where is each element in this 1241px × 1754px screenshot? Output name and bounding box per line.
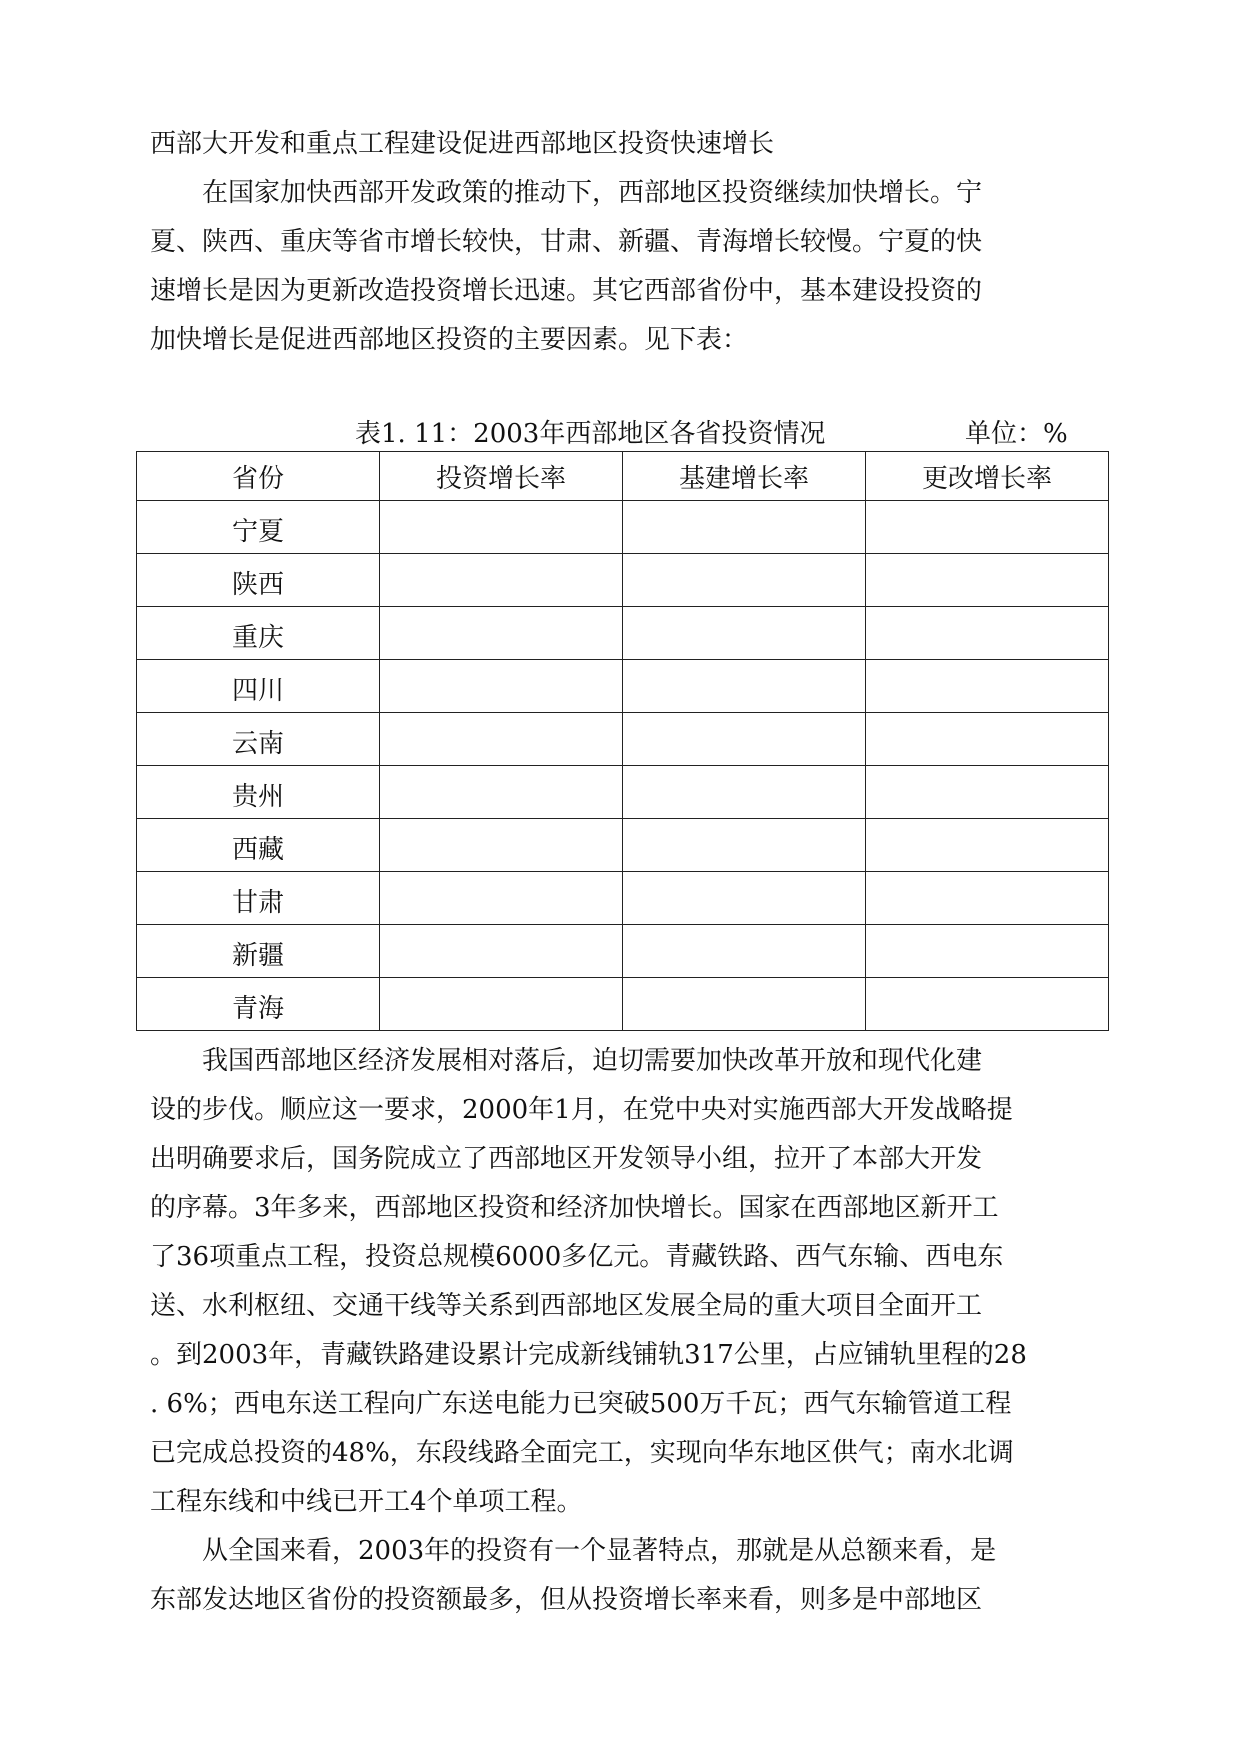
- renovation-growth-cell: [866, 819, 1109, 872]
- province-cell: 重庆: [137, 607, 380, 660]
- paragraph-1-line: 速增长是因为更新改造投资增长迅速。其它西部省份中，基本建设投资的: [150, 276, 983, 306]
- paragraph-2-line: 的序幕。3年多来，西部地区投资和经济加快增长。国家在西部地区新开工: [150, 1193, 999, 1223]
- province-cell: 西藏: [137, 819, 380, 872]
- column-header-renovation-growth: 更改增长率: [866, 452, 1109, 501]
- column-header-capital-construction-growth: 基建增长率: [623, 452, 866, 501]
- paragraph-2-line: 工程东线和中线已开工4个单项工程。: [150, 1487, 583, 1517]
- table-row: [137, 660, 1109, 713]
- investment-growth-cell: [380, 607, 623, 660]
- paragraph-2-line: 。到2003年，青藏铁路建设累计完成新线铺轨317公里，占应铺轨里程的28: [150, 1340, 1027, 1370]
- investment-growth-cell: [380, 501, 623, 554]
- capital-construction-growth-cell: [623, 819, 866, 872]
- table-row: [137, 819, 1109, 872]
- paragraph-2-line: 设的步伐。顺应这一要求，2000年1月，在党中央对实施西部大开发战略提: [150, 1095, 1013, 1125]
- table-row: [137, 766, 1109, 819]
- capital-construction-growth-cell: [623, 554, 866, 607]
- paragraph-2-line: 出明确要求后，国务院成立了西部地区开发领导小组，拉开了本部大开发: [150, 1144, 983, 1174]
- renovation-growth-cell: [866, 501, 1109, 554]
- investment-growth-cell: [380, 925, 623, 978]
- paragraph-3-line: 从全国来看，2003年的投资有一个显著特点，那就是从总额来看，是: [150, 1536, 997, 1566]
- paragraph-1-line: 加快增长是促进西部地区投资的主要因素。见下表：: [150, 325, 749, 355]
- table-row: [137, 501, 1109, 554]
- paragraph-2-line: 了36项重点工程，投资总规模6000多亿元。青藏铁路、西气东输、西电东: [150, 1242, 1004, 1272]
- paragraph-1-line: 夏、陕西、重庆等省市增长较快，甘肃、新疆、青海增长较慢。宁夏的快: [150, 227, 983, 257]
- table-row: [137, 713, 1109, 766]
- paragraph-2-line: . 6%；西电东送工程向广东送电能力已突破500万千瓦；西气东输管道工程: [150, 1389, 1012, 1419]
- capital-construction-growth-cell: [623, 607, 866, 660]
- renovation-growth-cell: [866, 978, 1109, 1031]
- paragraph-1-line: 在国家加快西部开发政策的推动下，西部地区投资继续加快增长。宁: [150, 178, 983, 208]
- table-caption: 表1. 11：2003年西部地区各省投资情况: [355, 419, 826, 449]
- province-cell: 宁夏: [137, 501, 380, 554]
- column-header-investment-growth: 投资增长率: [380, 452, 623, 501]
- paragraph-2-line: 送、水利枢纽、交通干线等关系到西部地区发展全局的重大项目全面开工: [150, 1291, 983, 1321]
- paragraph-2-line: 已完成总投资的48%，东段线路全面完工，实现向华东地区供气；南水北调: [150, 1438, 1014, 1468]
- capital-construction-growth-cell: [623, 501, 866, 554]
- province-cell: 甘肃: [137, 872, 380, 925]
- capital-construction-growth-cell: [623, 660, 866, 713]
- column-header-province: 省份: [137, 452, 380, 501]
- renovation-growth-cell: [866, 925, 1109, 978]
- investment-growth-cell: [380, 819, 623, 872]
- investment-growth-cell: [380, 660, 623, 713]
- capital-construction-growth-cell: [623, 713, 866, 766]
- province-cell: 新疆: [137, 925, 380, 978]
- investment-growth-cell: [380, 713, 623, 766]
- table-row: [137, 607, 1109, 660]
- province-cell: 四川: [137, 660, 380, 713]
- table-row: [137, 978, 1109, 1031]
- table-row: [137, 925, 1109, 978]
- investment-growth-cell: [380, 978, 623, 1031]
- capital-construction-growth-cell: [623, 925, 866, 978]
- investment-growth-cell: [380, 554, 623, 607]
- capital-construction-growth-cell: [623, 872, 866, 925]
- table-unit: 单位：%: [965, 419, 1068, 449]
- capital-construction-growth-cell: [623, 978, 866, 1031]
- investment-growth-cell: [380, 766, 623, 819]
- table-header-row: [137, 452, 1109, 501]
- investment-growth-cell: [380, 872, 623, 925]
- province-cell: 贵州: [137, 766, 380, 819]
- province-cell: 云南: [137, 713, 380, 766]
- paragraph-3-line: 东部发达地区省份的投资额最多，但从投资增长率来看，则多是中部地区: [150, 1585, 983, 1615]
- renovation-growth-cell: [866, 713, 1109, 766]
- renovation-growth-cell: [866, 660, 1109, 713]
- paragraph-2-line: 我国西部地区经济发展相对落后，迫切需要加快改革开放和现代化建: [150, 1046, 983, 1076]
- renovation-growth-cell: [866, 872, 1109, 925]
- province-cell: 陕西: [137, 554, 380, 607]
- section-heading: 西部大开发和重点工程建设促进西部地区投资快速增长: [150, 129, 775, 159]
- capital-construction-growth-cell: [623, 766, 866, 819]
- renovation-growth-cell: [866, 554, 1109, 607]
- table-row: [137, 554, 1109, 607]
- table-row: [137, 872, 1109, 925]
- investment-table: [136, 451, 1109, 1031]
- renovation-growth-cell: [866, 766, 1109, 819]
- renovation-growth-cell: [866, 607, 1109, 660]
- province-cell: 青海: [137, 978, 380, 1031]
